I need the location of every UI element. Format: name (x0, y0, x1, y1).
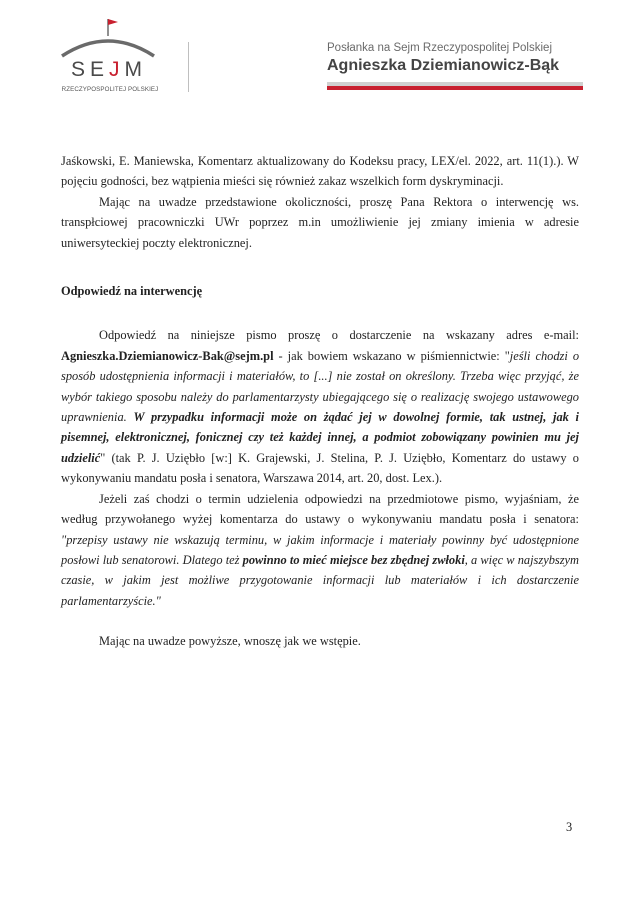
quote-bold-2: powinno to mieć miejsce bez zbędnej zwłoki (242, 552, 465, 567)
contact-email[interactable]: Agnieszka.Dziemianowicz-Bak@sejm.pl (61, 348, 274, 363)
page-number: 3 (566, 820, 573, 834)
paragraph-3: Odpowiedź na niniejsze pismo proszę o dostarczenie na wskazany adres e-mail: Agnieszka.Dziemianowicz-Bak@sejm.pl - jak bowiem wskazano w piśmiennictwie: "jeśli chodzi o sposób udostępnienia informacji i materiałów, to [...] nie został on określony. Trzeba więc przyjąć, że wybór takiego sposobu należy do parlamentarzysty ubiegającego się o realizację swojego ustawowego uprawnienia. W przypadku informacji może on żądać jej w dowolnej formie, tak ustnej, jak i pisemnej, elektronicznej, fonicznej czy też każdej innej, a podmiot zobowiązany powinien mu jej udzielić" (tak P. J. Uziębło [w:] K. Grajewski, J. Stelina, P. J. Uziębło, Komentarz do ustawy o wykonywaniu mandatu posła i senatora, Warszawa 2014, art. 20, dost. Lex.). (61, 328, 580, 486)
mp-name: Agnieszka Dziemianowicz-Bąk (327, 57, 560, 74)
paragraph-5: Mając na uwadze powyższe, wnoszę jak we wstępie. (99, 634, 361, 649)
section-heading: Odpowiedź na interwencję (61, 284, 203, 299)
paragraph-1: Jaśkowski, E. Maniewska, Komentarz aktualizowany do Kodeksu pracy, LEX/el. 2022, art. 11(1).). W pojęciu godności, bez wątpienia mieści się również zakaz wszelkich form dyskryminacji. (61, 154, 580, 189)
letter-body (61, 151, 579, 652)
logo-wordmark: SEJM (70, 58, 147, 81)
header-bar-red (327, 86, 583, 90)
sejm-building-icon (58, 14, 158, 60)
paragraph-2: Mając na uwadze przedstawione okoliczności, proszę Pana Rektora o interwencję ws. transpłciowej pracowniczki UWr poprzez m.in umożliwienie jej zmiany imienia w adresie uniwersyteckiej poczty elektronicznej. (61, 194, 579, 250)
paragraph-4: Jeżeli zaś chodzi o termin udzielenia odpowiedzi na przedmiotowe pismo, wyjaśniam, że według przywołanego wyżej komentarza do ustawy o wykonywaniu mandatu posła i senatora: "przepisy ustawy nie wskazują terminu, w jakim informacje i materiały powinny być udostępnione posłowi lub senatorowi. Dlatego też powinno to mieć miejsce bez zbędnej zwłoki, a więc w najszybszym czasie, w jakim jest możliwe przygotowanie informacji lub materiałów i ich dostarczenie parlamentarzyście." (61, 491, 579, 608)
logo-subtitle: RZECZYPOSPOLITEJ POLSKIEJ (61, 86, 159, 93)
mp-role: Posłanka na Sejm Rzeczypospolitej Polskiej (327, 42, 552, 54)
sejm-logo (58, 14, 158, 96)
quote-bold: W przypadku informacji może on żądać jej w dowolnej formie, tak ustnej, jak i pisemnej, elektronicznej, fonicznej czy też każdej innej, a podmiot zobowiązany powinien mu jej udzielić (61, 410, 579, 465)
header-divider (188, 42, 189, 92)
